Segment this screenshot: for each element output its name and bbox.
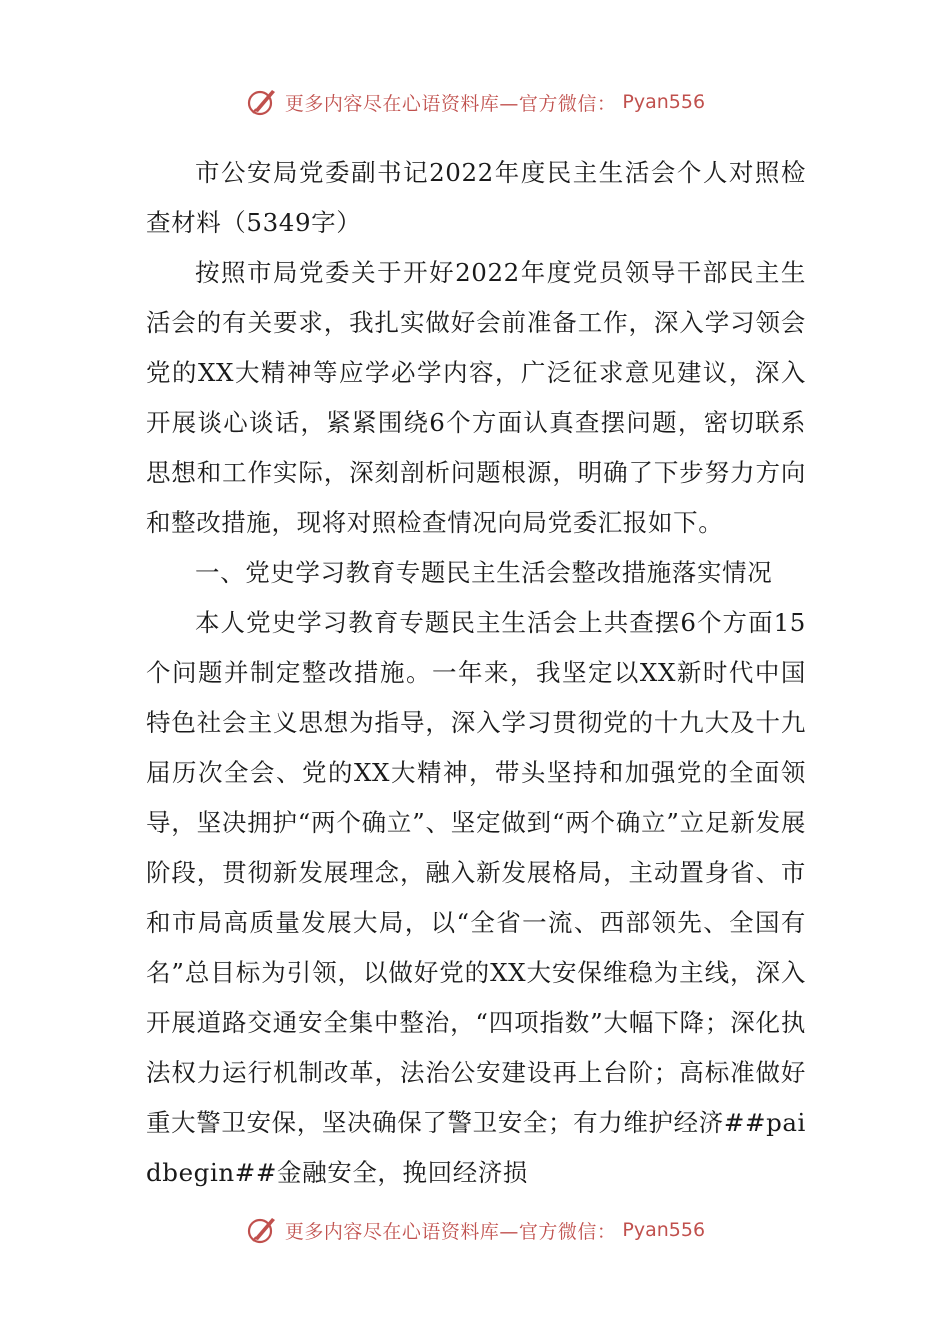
watermark-footer bbox=[0, 1210, 950, 1250]
document-title: 市公安局党委副书记2022年度民主生活会个人对照检查材料（5349字） bbox=[146, 158, 806, 237]
quill-pen-circle-icon bbox=[245, 1213, 279, 1247]
watermark-text: 更多内容尽在心语资料库—官方微信： bbox=[284, 1220, 617, 1243]
paragraph-section-1: 本人党史学习教育专题民主生活会上共查摆6个方面15个问题并制定整改措施。一年来，我坚定以XX新时代中国特色社会主义思想为指导，深入学习贯彻党的十九大及十九届历次全会、党的XX大精神，带头坚持和加强党的全面领导，坚决拥护“两个确立”、坚定做到“两个确立”立足新发展阶段，贯彻新发展理念，融入新发展格局，主动置身省、市和市局高质量发展大局，以“全省一流、西部领先、全国有名”总目标为引领，以做好党的XX大安保维稳为主线，深入开展道路交通安全集中整治，“四项指数”大幅下降；深化执法权力运行机制改革，法治公安建设再上台阶；高标准做好重大警卫安保，坚决确保了警卫安全；有力维护经济##paidbegin##金融安全，挽回经济损 bbox=[146, 608, 806, 1187]
section-heading-1: 一、党史学习教育专题民主生活会整改措施落实情况 bbox=[195, 558, 773, 587]
watermark-header bbox=[0, 82, 950, 122]
paragraph-intro: 按照市局党委关于开好2022年度党员领导干部民主生活会的有关要求，我扎实做好会前准备工作，深入学习领会党的XX大精神等应学必学内容，广泛征求意见建议，深入开展谈心谈话，紧紧围绕6个方面认真查摆问题，密切联系思想和工作实际，深刻剖析问题根源，明确了下步努力方向和整改措施，现将对照检查情况向局党委汇报如下。 bbox=[146, 258, 806, 537]
quill-pen-circle-icon bbox=[245, 85, 279, 119]
watermark-account: Pyan556 bbox=[622, 91, 706, 113]
watermark-account: Pyan556 bbox=[622, 1219, 706, 1241]
watermark-text: 更多内容尽在心语资料库—官方微信： bbox=[284, 92, 617, 115]
document-body bbox=[146, 148, 806, 1198]
